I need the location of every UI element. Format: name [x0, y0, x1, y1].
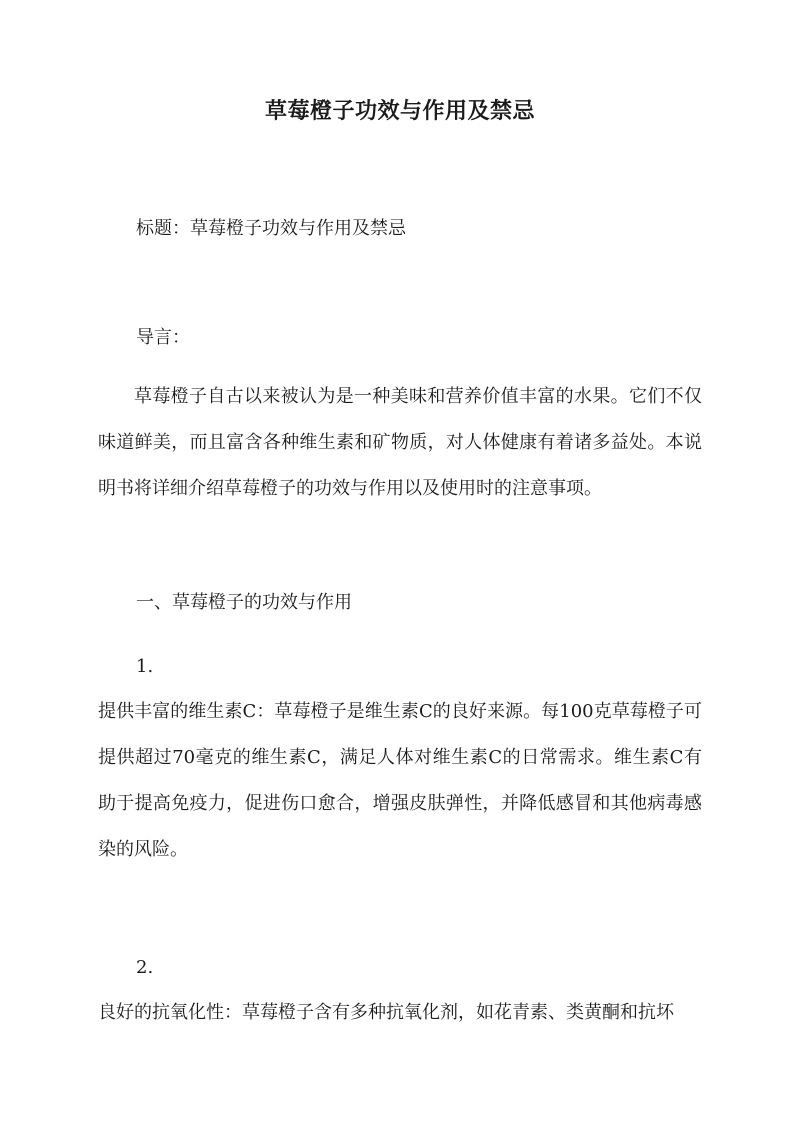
subtitle-line: 标题：草莓橙子功效与作用及禁忌 — [136, 218, 406, 239]
item-2-text: 良好的抗氧化性：草莓橙子含有多种抗氧化剂，如花青素、类黄酮和抗坏 — [98, 1002, 674, 1023]
section1-heading: 一、草莓橙子的功效与作用 — [136, 592, 352, 613]
document-title: 草莓橙子功效与作用及禁忌 — [264, 98, 535, 124]
intro-paragraph: 草莓橙子自古以来被认为是一种美味和营养价值丰富的水果。它们不仅味道鲜美，而且富含各种维生素和矿物质，对人体健康有着诸多益处。本说明书将详细介绍草莓橙子的功效与作用以及使用时的注意事项。 — [98, 386, 702, 499]
item-2-number: 2. — [136, 957, 154, 978]
intro-heading: 导言： — [136, 327, 190, 348]
item-1-text: 提供丰富的维生素C：草莓橙子是维生素C的良好来源。每100克草莓橙子可提供超过70毫克的维生素C，满足人体对维生素C的日常需求。维生素C有助于提高免疫力，促进伤口愈合，增强皮肤弹性，并降低感冒和其他病毒感染的风险。 — [98, 701, 702, 860]
item-1-number: 1. — [136, 656, 154, 677]
